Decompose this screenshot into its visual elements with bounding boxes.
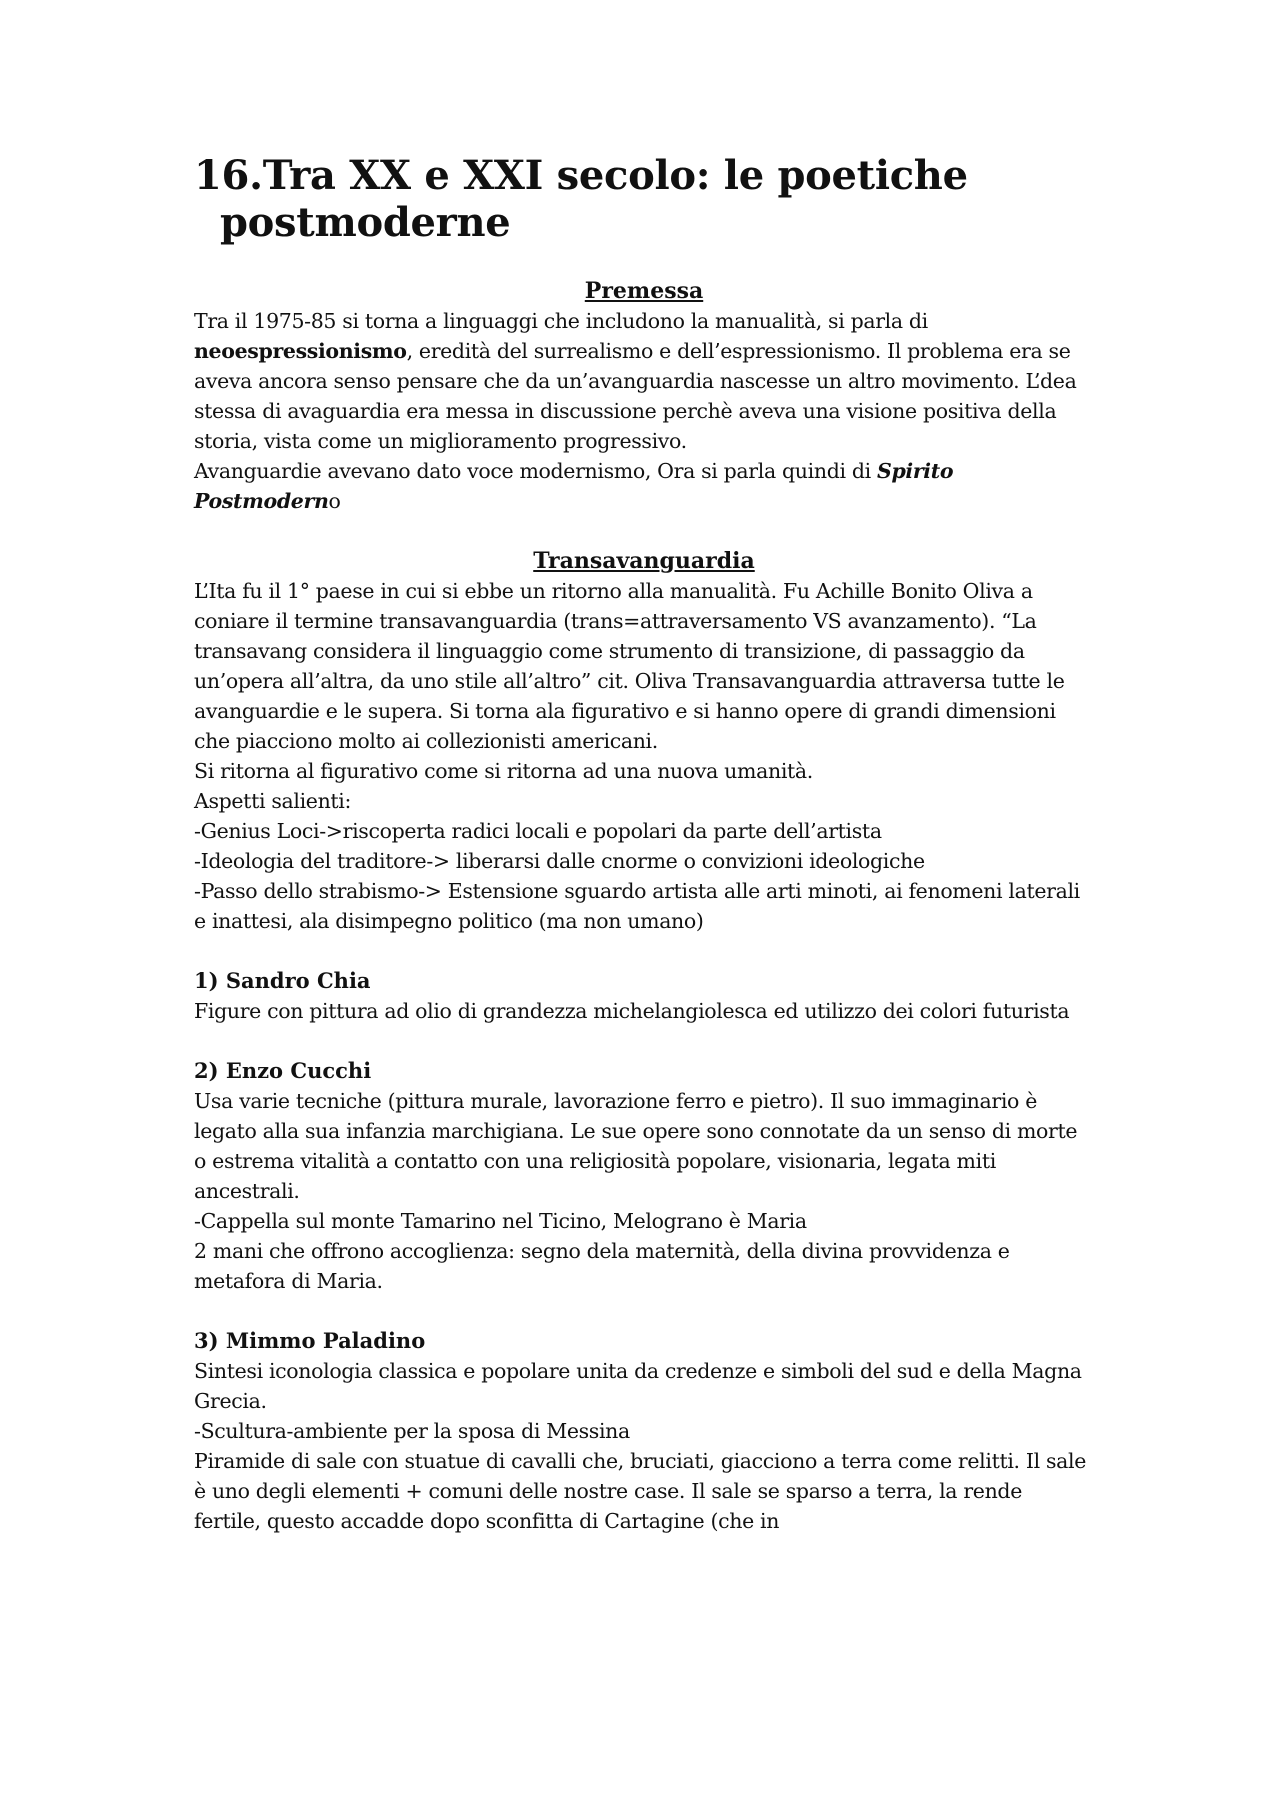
spacer bbox=[194, 1296, 1094, 1326]
cucchi-paragraph-2: -Cappella sul monte Tamarino nel Ticino, Melograno è Maria bbox=[194, 1209, 807, 1233]
page-title: 16.Tra XX e XXI secolo: le poetiche postmoderne bbox=[194, 152, 968, 246]
section-heading-transavanguardia: Transavanguardia bbox=[533, 548, 755, 574]
transavanguardia-paragraph-6: -Passo dello strabismo-> Estensione sguardo artista alle arti minoti, ai fenomeni laterali e inattesi, ala disimpegno politico (ma non umano) bbox=[194, 879, 1080, 933]
premessa-paragraph-2 bbox=[194, 456, 1094, 516]
paladino-paragraph-1: Sintesi iconologia classica e popolare unita da credenze e simboli del sud e della Magna Grecia. bbox=[194, 1359, 1082, 1413]
document-body bbox=[194, 152, 1094, 1536]
transavanguardia-paragraph-2: Si ritorna al figurativo come si ritorna ad una nuova umanità. bbox=[194, 759, 813, 783]
chia-paragraph-1: Figure con pittura ad olio di grandezza michelangiolesca ed utilizzo dei colori futurista bbox=[194, 999, 1070, 1023]
subsection-heading-chia: 1) Sandro Chia bbox=[194, 968, 371, 993]
text-run: Avanguardie avevano dato voce modernismo, Ora si parla quindi di bbox=[194, 459, 877, 483]
bold-term: neoespressionismo bbox=[194, 339, 407, 363]
subsection-heading-cucchi: 2) Enzo Cucchi bbox=[194, 1058, 372, 1083]
cucchi-paragraph-3: 2 mani che offrono accoglienza: segno dela maternità, della divina provvidenza e metafora di Maria. bbox=[194, 1239, 1010, 1293]
transavanguardia-paragraph-4: -Genius Loci->riscoperta radici locali e popolari da parte dell’artista bbox=[194, 819, 882, 843]
text-run: Tra il 1975-85 si torna a linguaggi che includono la manualità, si parla di bbox=[194, 309, 928, 333]
paladino-paragraph-3: Piramide di sale con stuatue di cavalli che, bruciati, giacciono a terra come relitti. Il sale è uno degli elementi + comuni delle nostre case. Il sale se sparso a terra, la rende fertile, questo accadde dopo sconfitta di Cartagine (che in bbox=[194, 1449, 1087, 1533]
section-heading-premessa: Premessa bbox=[584, 278, 704, 304]
transavanguardia-paragraph-3: Aspetti salienti: bbox=[194, 789, 352, 813]
bold-italic-term: Spirito Postmodern bbox=[194, 459, 954, 513]
spacer bbox=[194, 936, 1094, 966]
subsection-heading-paladino: 3) Mimmo Paladino bbox=[194, 1328, 426, 1353]
spacer bbox=[194, 1026, 1094, 1056]
transavanguardia-paragraph-5: -Ideologia del traditore-> liberarsi dalle cnorme o convizioni ideologiche bbox=[194, 849, 925, 873]
paladino-paragraph-2: -Scultura-ambiente per la sposa di Messina bbox=[194, 1419, 630, 1443]
premessa-paragraph-1 bbox=[194, 306, 1094, 456]
transavanguardia-paragraph-1: L’Ita fu il 1° paese in cui si ebbe un ritorno alla manualità. Fu Achille Bonito Oliva a coniare il termine transavanguardia (trans=attraversamento VS avanzamento). “La transavang considera il linguaggio come strumento di transizione, di passaggio da un’opera all’altra, da uno stile all’altro” cit. Oliva Transavanguardia attraversa tutte le avanguardie e le supera. Si torna ala figurativo e si hanno opere di grandi dimensioni che piacciono molto ai collezionisti americani. bbox=[194, 579, 1065, 753]
cucchi-paragraph-1: Usa varie tecniche (pittura murale, lavorazione ferro e pietro). Il suo immaginario è legato alla sua infanzia marchigiana. Le sue opere sono connotate da un senso di morte o estrema vitalità a contatto con una religiosità popolare, visionaria, legata miti ancestrali. bbox=[194, 1089, 1078, 1203]
text-run: o bbox=[328, 489, 341, 513]
text-run: , eredità del surrealismo e dell’espressionismo. Il problema era se aveva ancora senso pensare che da un’avanguardia nascesse un altro movimento. L’dea stessa di avaguardia era messa in discussione perchè aveva una visione positiva della storia, vista come un miglioramento progressivo. bbox=[194, 339, 1077, 453]
